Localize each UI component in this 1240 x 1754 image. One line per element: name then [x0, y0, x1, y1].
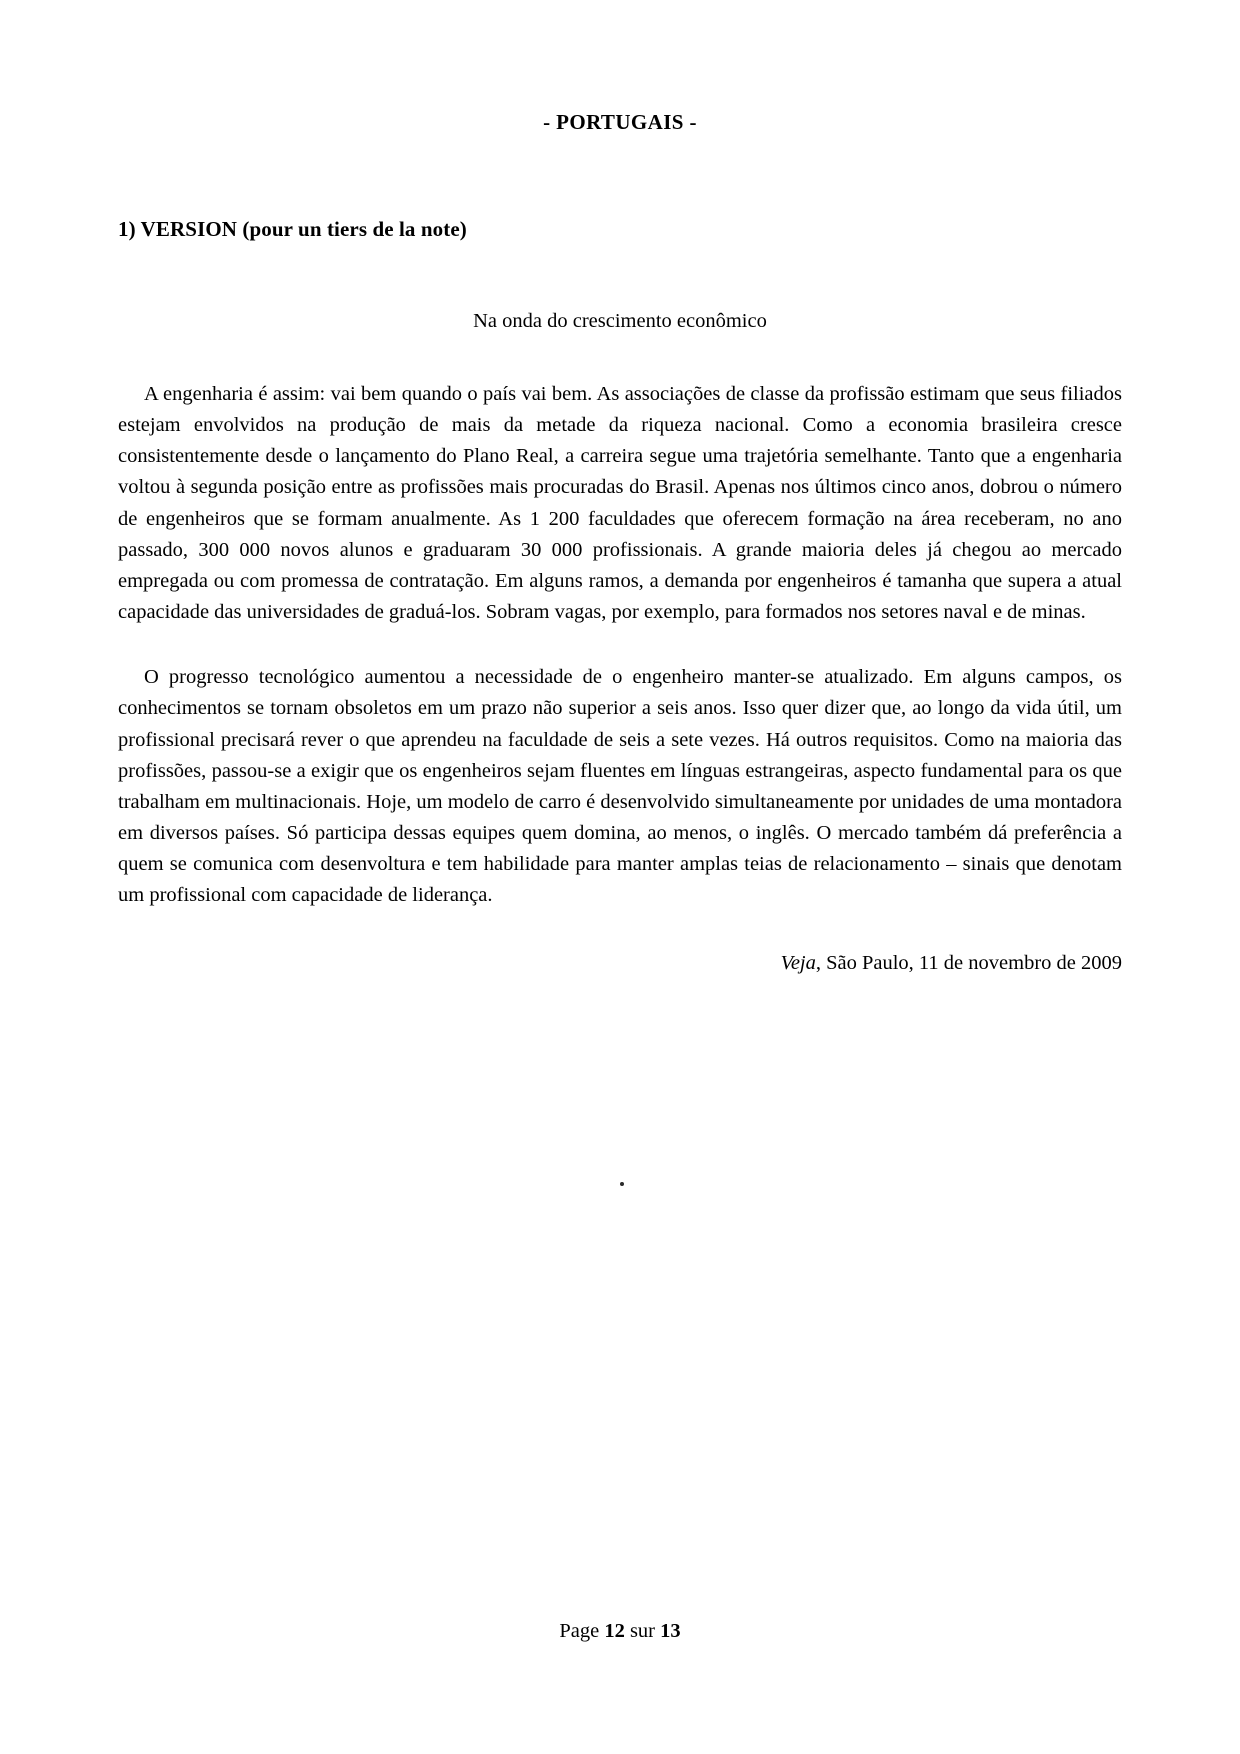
footer-current-page: 12: [604, 1620, 625, 1642]
article-title: Na onda do crescimento econômico: [473, 310, 767, 332]
body-paragraph-2: O progresso tecnológico aumentou a necessidade de o engenheiro manter-se atualizado. Em alguns campos, os conhecimentos se tornam obsoletos em um prazo não superior a seis anos. Isso quer dizer que, ao longo da vida útil, um profissional precisará rever o que aprendeu na faculdade de seis a sete vezes. Há outros requisitos. Como na maioria das profissões, passou-se a exigir que os engenheiros sejam fluentes em línguas estrangeiras, aspecto fundamental para os que trabalham em multinacionais. Hoje, um modelo de carro é desenvolvido simultaneamente por unidades de uma montadora em diversos países. Só participa dessas equipes quem domina, ao menos, o inglês. O mercado também dá preferência a quem se comunica com desenvoltura e tem habilidade para manter amplas teias de relacionamento – sinais que denotam um profissional com capacidade de liderança.: [118, 666, 1122, 907]
footer-total-pages: 13: [660, 1620, 681, 1642]
stray-mark: [620, 1182, 624, 1186]
source-details: , São Paulo, 11 de novembro de 2009: [815, 951, 1122, 974]
page-content: [118, 0, 1122, 975]
page-title: - PORTUGAIS -: [543, 110, 697, 134]
section-heading-version: 1) VERSION (pour un tiers de la note): [118, 217, 467, 241]
footer-prefix: Page: [559, 1620, 605, 1642]
body-paragraph-1: A engenharia é assim: vai bem quando o país vai bem. As associações de classe da profissão estimam que seus filiados estejam envolvidos na produção de mais da metade da riqueza nacional. Como a economia brasileira cresce consistentemente desde o lançamento do Plano Real, a carreira segue uma trajetória semelhante. Tanto que a engenharia voltou à segunda posição entre as profissões mais procuradas do Brasil. Apenas nos últimos cinco anos, dobrou o número de engenheiros que se formam anualmente. As 1 200 faculdades que oferecem formação na área receberam, no ano passado, 300 000 novos alunos e graduaram 30 000 profissionais. A grande maioria deles já chegou ao mercado empregada ou com promessa de contratação. Em alguns ramos, a demanda por engenheiros é tamanha que supera a atual capacidade das universidades de graduá-los. Sobram vagas, por exemplo, para formados nos setores naval e de minas.: [118, 383, 1122, 624]
footer-middle: sur: [624, 1620, 661, 1642]
page-footer: [0, 1620, 1240, 1643]
source-publication: Veja: [780, 951, 816, 974]
source-attribution: [118, 952, 1122, 975]
